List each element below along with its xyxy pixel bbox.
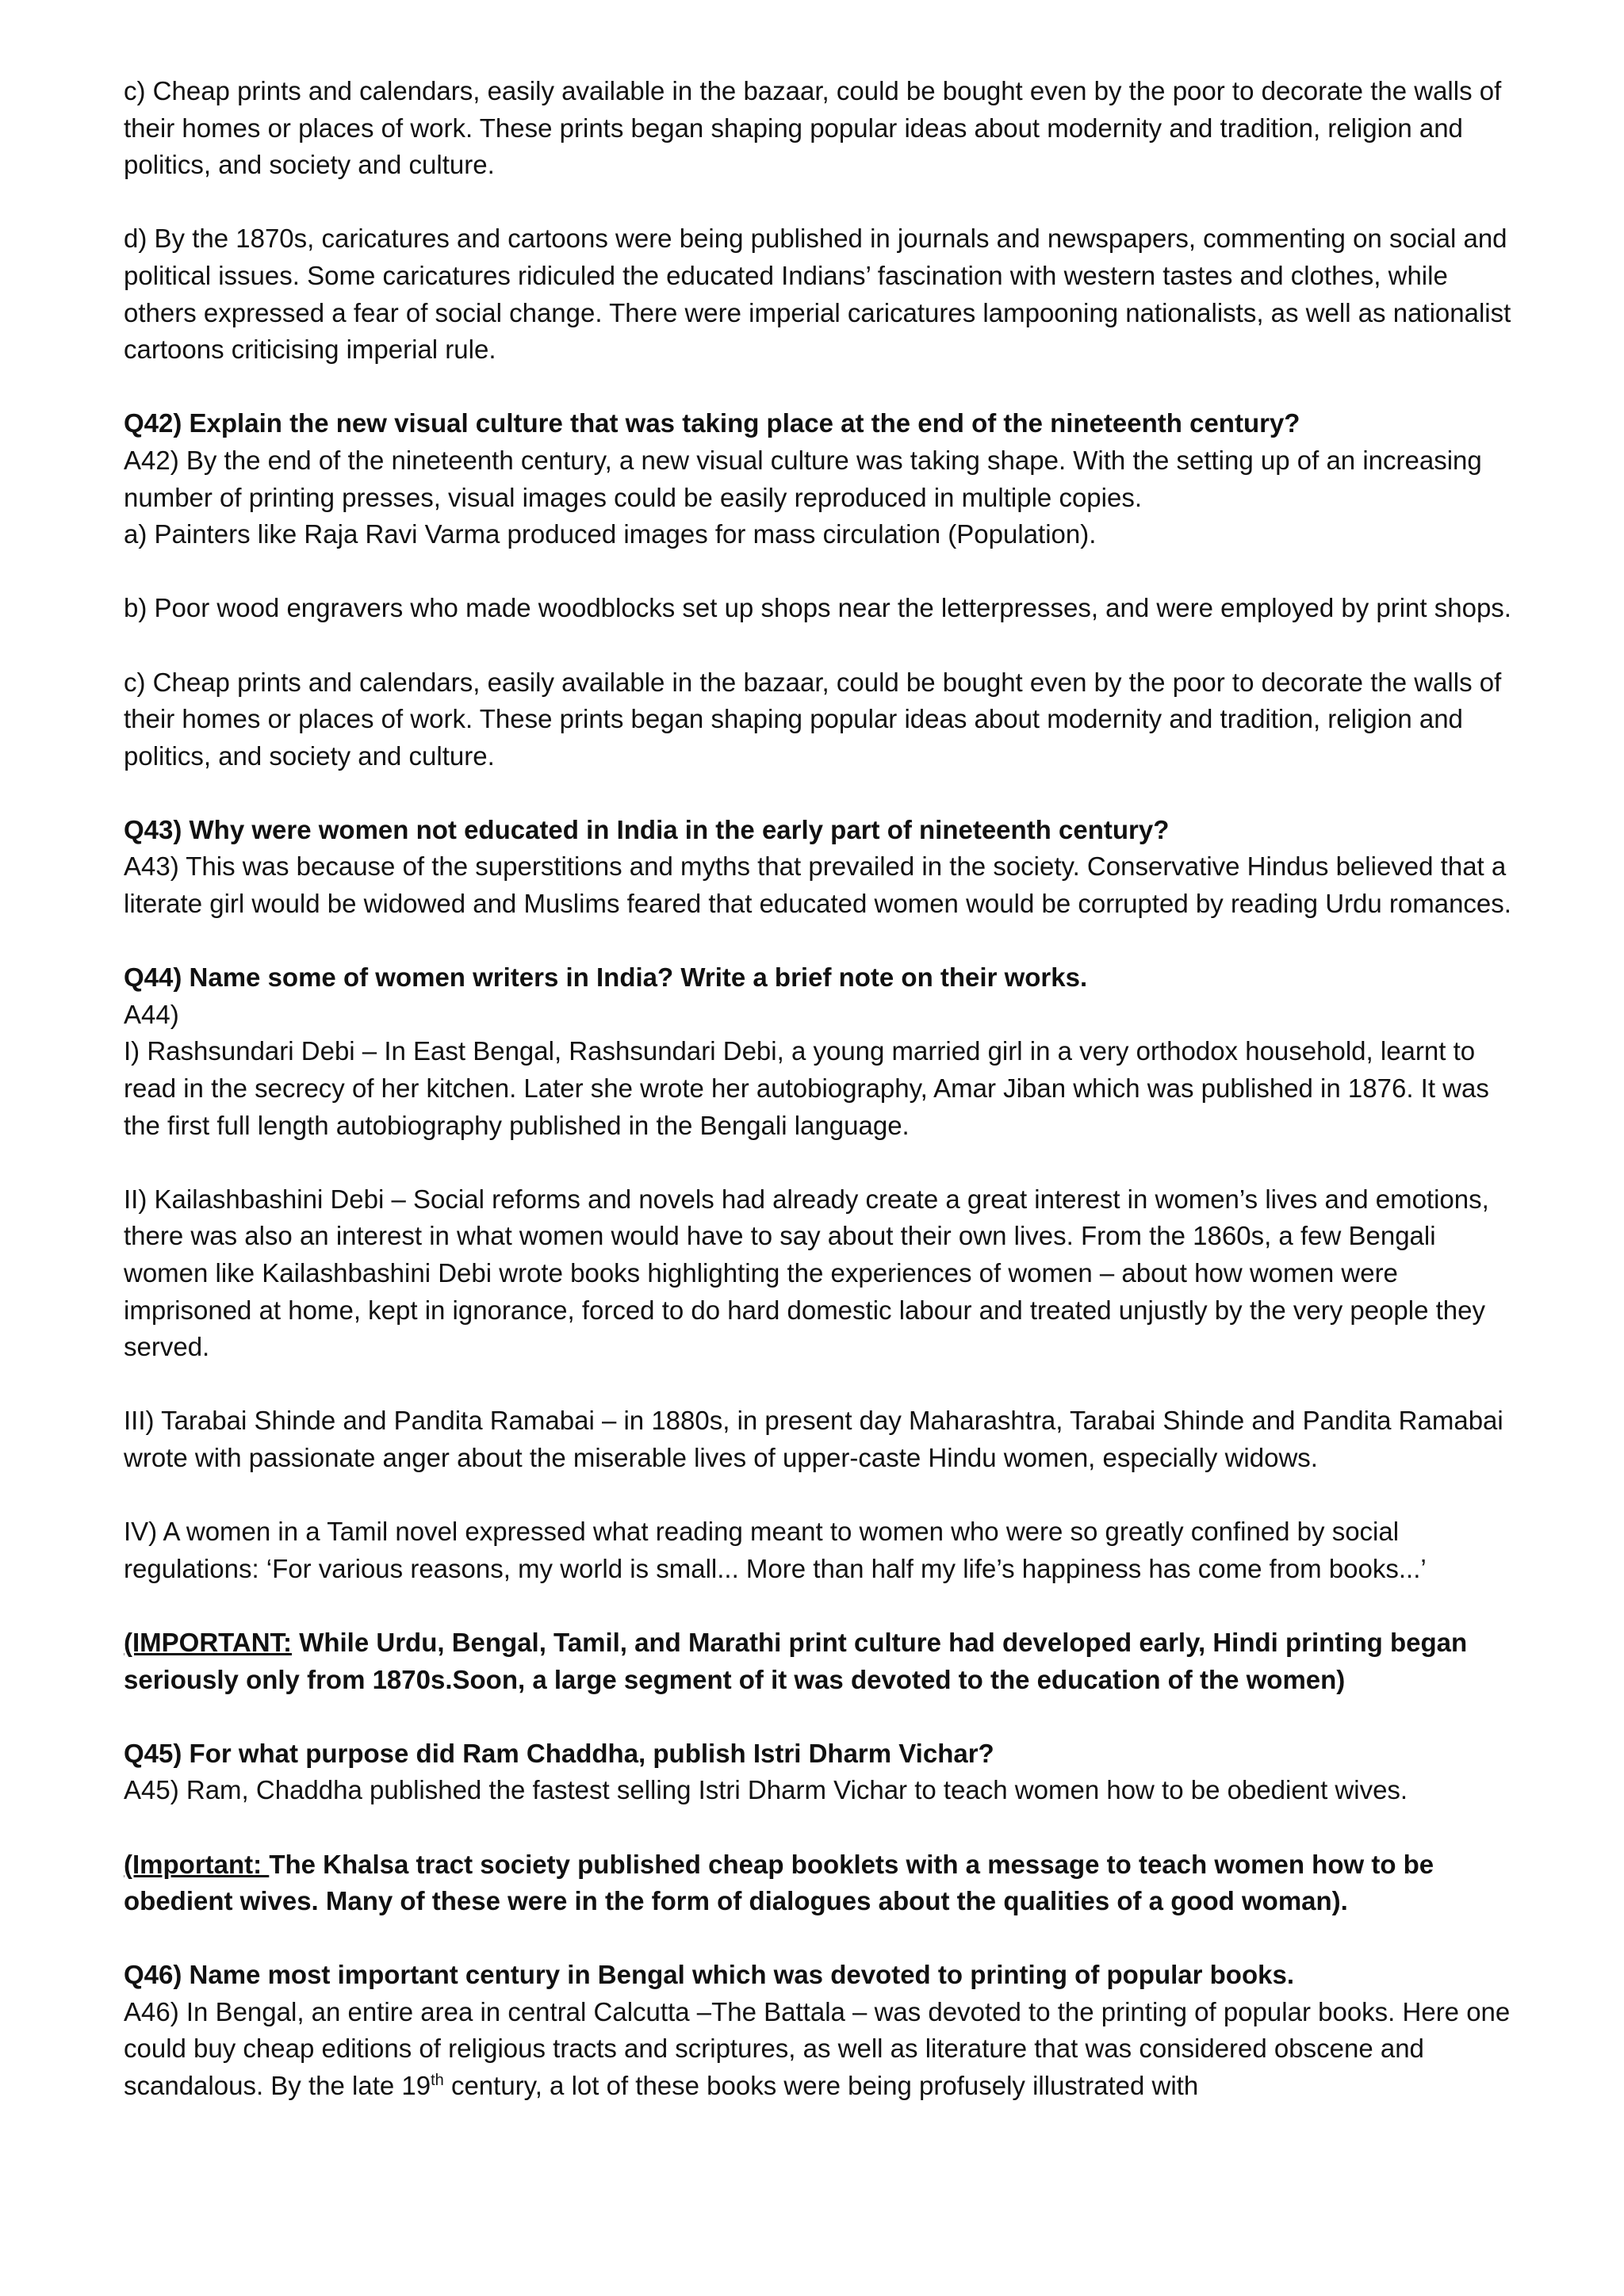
important-label: (IMPORTANT: <box>124 1627 293 1657</box>
answer-42-a: a) Painters like Raja Ravi Varma produced images for mass circulation (Population). <box>124 519 1097 549</box>
answer-42-c: c) Cheap prints and calendars, easily available in the bazaar, could be bought even by the poor to decorate the walls of their homes or places of work. These prints began shaping popular ideas about modernity and tradition, religion and politics, and society and culture. <box>124 667 1502 771</box>
answer-46-text-start: A46) In Bengal, an entire area in central Calcutta –The Battala – was devoted to the printing of popular books. Here one could buy cheap editions of religious tracts and scriptures, as well as literature that was considered obscene and scandalous. By the late 19 <box>124 1996 1511 2101</box>
answer-44-rashsundari: I) Rashsundari Debi – In East Bengal, Rashsundari Debi, a young married girl in a very orthodox household, learnt to read in the secrecy of her kitchen. Later she wrote her autobiography, Amar Jiban which was published in 1876. It was the first full length autobiography published in the Bengali language. <box>124 1036 1489 1140</box>
important-note-khalsa <box>124 1846 1519 1920</box>
answer-43: A43) This was because of the superstitions and myths that prevailed in the society. Conservative Hindus believed that a literate girl would be widowed and Muslims feared that educated women would be corrupted by reading Urdu romances. <box>124 851 1511 919</box>
paragraph-d-caricatures: d) By the 1870s, caricatures and cartoons were being published in journals and newspapers, commenting on social and political issues. Some caricatures ridiculed the educated Indians’ fascination with western tastes and clothes, while others expressed a fear of social change. There were imperial caricatures lampooning nationalists, as well as nationalist cartoons criticising imperial rule. <box>124 224 1511 365</box>
answer-44-label: A44) <box>124 999 179 1029</box>
important-note-hindi-printing <box>124 1624 1519 1698</box>
answer-42-b: b) Poor wood engravers who made woodblocks set up shops near the letterpresses, and were employed by print shops. <box>124 593 1511 623</box>
question-46: Q46) Name most important century in Bengal which was devoted to printing of popular books. <box>124 1960 1294 1990</box>
answer-44-tarabai: III) Tarabai Shinde and Pandita Ramabai – in 1880s, in present day Maharashtra, Tarabai Shinde and Pandita Ramabai wrote with passionate anger about the miserable lives of upper-caste Hindu women, especially widows. <box>124 1406 1503 1472</box>
question-43: Q43) Why were women not educated in India in the early part of nineteenth century? <box>124 814 1170 844</box>
question-44: Q44) Name some of women writers in India? Write a brief note on their works. <box>124 962 1088 993</box>
important-text: While Urdu, Bengal, Tamil, and Marathi print culture had developed early, Hindi printing began seriously only from 1870s.Soon, a large segment of it was devoted to the education of the women) <box>124 1627 1468 1694</box>
important-text: The Khalsa tract society published cheap booklets with a message to teach women how to be obedient wives. Many of these were in the form of dialogues about the qualities of a good woman). <box>124 1849 1434 1916</box>
answer-44-tamil-novel: IV) A women in a Tamil novel expressed what reading meant to women who were so greatly confined by social regulations: ‘For various reasons, my world is small... More than half my life’s happiness has come from books...’ <box>124 1517 1427 1583</box>
answer-44-kailashbashini: II) Kailashbashini Debi – Social reforms and novels had already create a great interest in women’s lives and emotions, there was also an interest in what women would have to say about their own lives. From the 1860s, a few Bengali women like Kailashbashini Debi wrote books highlighting the experiences of women – about how women were imprisoned at home, kept in ignorance, forced to do hard domestic labour and treated unjustly by the very people they served. <box>124 1184 1489 1362</box>
answer-45: A45) Ram, Chaddha published the fastest selling Istri Dharm Vichar to teach women how to be obedient wives. <box>124 1775 1408 1805</box>
answer-46-text-end: century, a lot of these books were being profusely illustrated with <box>443 2071 1199 2101</box>
document-page <box>124 73 1519 2105</box>
question-42: Q42) Explain the new visual culture that was taking place at the end of the nineteenth century? <box>124 408 1300 438</box>
question-45: Q45) For what purpose did Ram Chaddha, publish Istri Dharm Vichar? <box>124 1738 994 1768</box>
paragraph-c-prints: c) Cheap prints and calendars, easily available in the bazaar, could be bought even by the poor to decorate the walls of their homes or places of work. These prints began shaping popular ideas about modernity and tradition, religion and politics, and society and culture. <box>124 76 1502 180</box>
important-label: (Important: <box>124 1849 270 1879</box>
answer-46 <box>124 1994 1519 2105</box>
superscript-th: th <box>431 2072 444 2090</box>
answer-42: A42) By the end of the nineteenth century, a new visual culture was taking shape. With the setting up of an increasing number of printing presses, visual images could be easily reproduced in multiple copies. <box>124 445 1482 512</box>
